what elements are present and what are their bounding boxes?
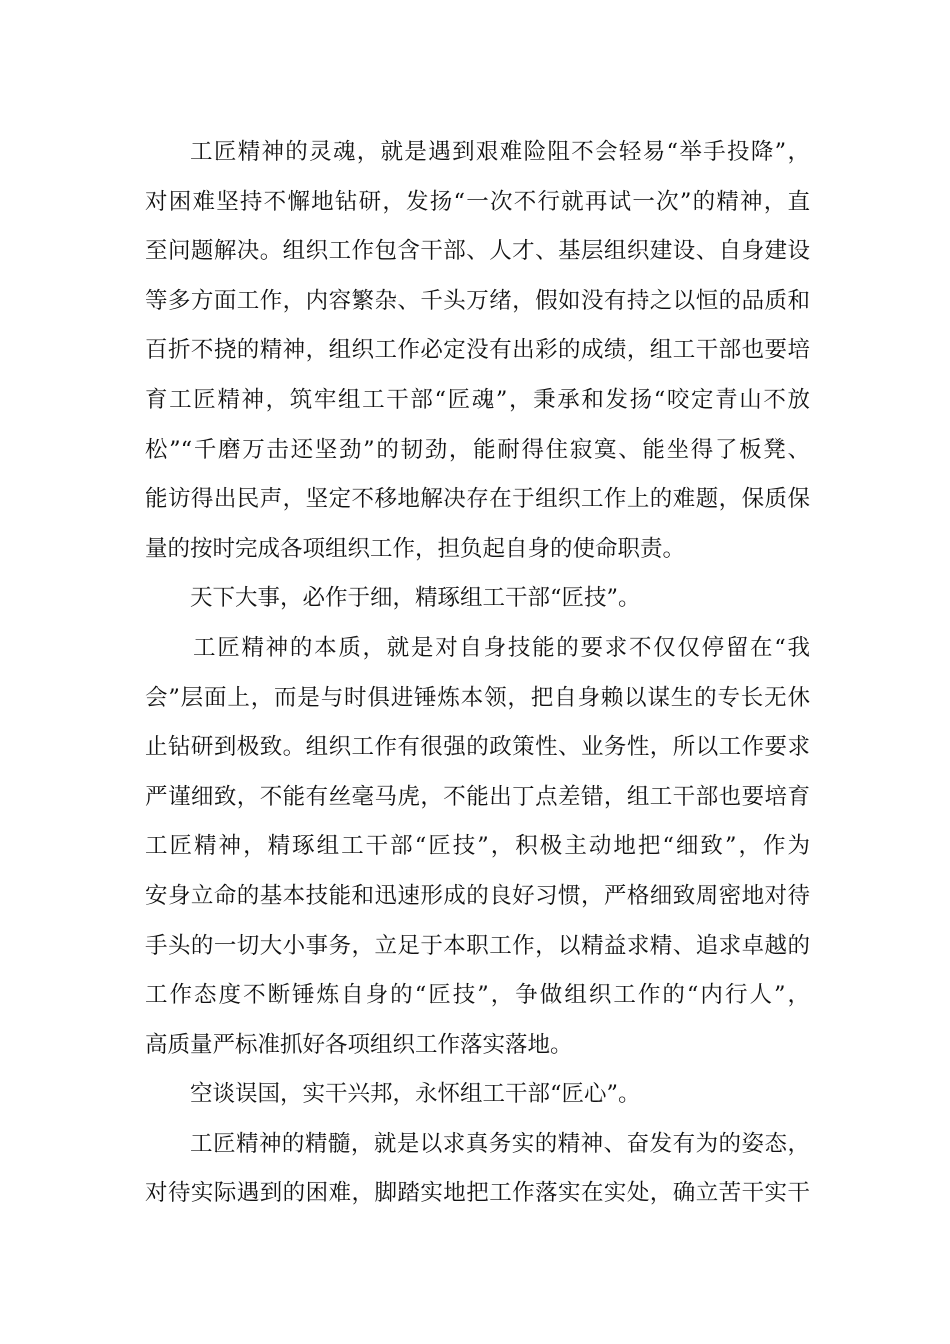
paragraph-line: 安身立命的基本技能和迅速形成的良好习惯，严格细致周密地对待 <box>145 882 810 909</box>
paragraph-line: 工作态度不断锤炼自身的“匠技”，争做组织工作的“内行人”， <box>145 982 810 1009</box>
paragraph-line: 高质量严标准抓好各项组织工作落实落地。 <box>145 1031 573 1058</box>
paragraph-line: 止钻研到极致。组织工作有很强的政策性、业务性，所以工作要求 <box>145 734 810 761</box>
paragraph-line: 等多方面工作，内容繁杂、千头万绪，假如没有持之以恒的品质和 <box>145 287 810 314</box>
paragraph-line: 工匠精神的精髓，就是以求真务实的精神、奋发有为的姿态， <box>190 1130 810 1157</box>
document-body <box>145 128 810 1219</box>
paragraph-line: 松”“千磨万击还坚劲”的韧劲，能耐得住寂寞、能坐得了板凳、 <box>145 436 810 463</box>
paragraph-line: 能访得出民声，坚定不移地解决存在于组织工作上的难题，保质保 <box>145 486 810 513</box>
paragraph-line: 对困难坚持不懈地钻研，发扬“一次不行就再试一次”的精神，直 <box>145 188 810 215</box>
paragraph-line: 会”层面上，而是与时俱进锤炼本领，把自身赖以谋生的专长无休 <box>145 684 810 711</box>
section-heading: 空谈误国，实干兴邦，永怀组工干部“匠心”。 <box>190 1081 641 1108</box>
paragraph-line: 百折不挠的精神，组织工作必定没有出彩的成绩，组工干部也要培 <box>145 337 810 364</box>
paragraph-line: 严谨细致，不能有丝毫马虎，不能出丁点差错，组工干部也要培育 <box>145 783 810 810</box>
paragraph-line: 工匠精神的本质，就是对自身技能的要求不仅仅停留在“我 <box>193 634 810 661</box>
section-heading: 天下大事，必作于细，精琢组工干部“匠技”。 <box>190 585 641 612</box>
paragraph-line: 至问题解决。组织工作包含干部、人才、基层组织建设、自身建设 <box>145 238 810 265</box>
paragraph-line: 工匠精神的灵魂，就是遇到艰难险阻不会轻易“举手投降”， <box>190 139 810 165</box>
paragraph-line: 对待实际遇到的困难，脚踏实地把工作落实在实处，确立苦干实干 <box>145 1180 810 1207</box>
paragraph-line: 量的按时完成各项组织工作，担负起自身的使命职责。 <box>145 535 686 562</box>
paragraph-line: 育工匠精神，筑牢组工干部“匠魂”，秉承和发扬“咬定青山不放 <box>145 386 810 413</box>
paragraph-line: 手头的一切大小事务，立足于本职工作，以精益求精、追求卓越的 <box>145 932 810 959</box>
paragraph-line: 工匠精神，精琢组工干部“匠技”，积极主动地把“细致”，作为 <box>145 833 810 860</box>
